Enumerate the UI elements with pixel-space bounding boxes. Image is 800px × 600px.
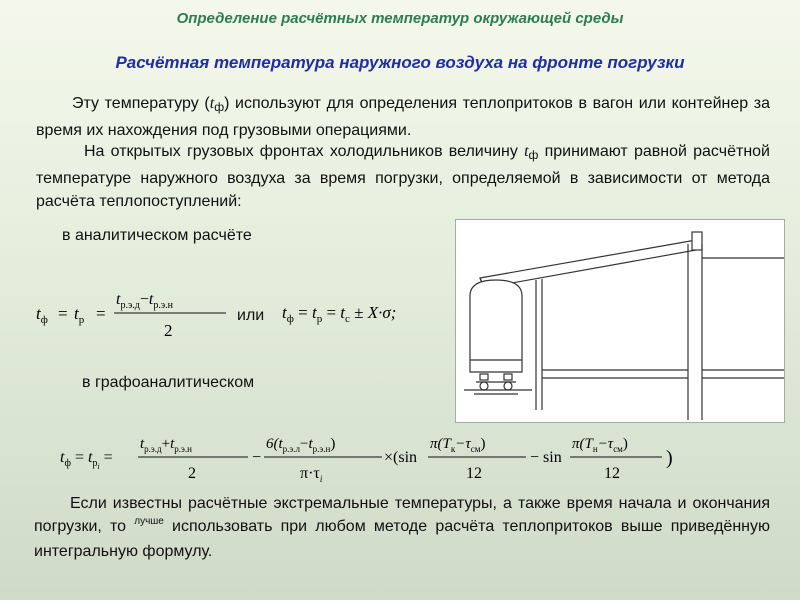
svg-text:2: 2 xyxy=(188,465,196,482)
or-label: или xyxy=(237,307,265,324)
svg-text:−: − xyxy=(252,449,262,466)
svg-text:π(Tн−τсм): $\pi(T_н-\tau_{см})$ xyxy=(572,436,628,454)
analytic-label: в аналитическом расчёте xyxy=(62,227,252,244)
svg-text:6(tр.э.л−tр.э.н): $6(t_{р.э.л}-t_{р.э.н})$ xyxy=(266,436,336,454)
svg-text:π(Tк−τсм): $\pi(T_к-\tau_{см})$ xyxy=(430,436,486,454)
svg-text:tр.э.д−tр.э.н: $t_{р.э.д}-t_{р.э.н}$ xyxy=(116,291,173,311)
paragraph-2: На открытых грузовых фронтах холодильников величину $t_ф$ принимают равной расчётной температуре наружного воздуха за время погрузки, определяемой в зависимости от метода расчёта теплопоступлений: xyxy=(36,143,770,210)
svg-text:π·τi: $\pi\cdot\tau_i$ xyxy=(300,465,323,484)
svg-text:×(sin: ×(sin xyxy=(384,449,418,466)
svg-text:=: = xyxy=(58,304,68,323)
svg-text:tф: $t_ф$ xyxy=(36,304,48,326)
svg-text:): ) xyxy=(666,447,673,469)
svg-text:=: = xyxy=(96,304,106,323)
graphoanalytic-label: в графоаналитическом xyxy=(82,374,255,391)
formula-analytic-alt xyxy=(280,296,460,330)
svg-text:2: 2 xyxy=(164,321,173,340)
section-subtitle: Расчётная температура наружного воздуха на фронте погрузки xyxy=(115,53,685,72)
paragraph-3: Если известны расчётные экстремальные температуры, а также время начала и окончания погрузки, то $^{лучше}$ использовать при любом методе расчёта теплопритоков выше приведённую интегральную формулу. xyxy=(34,495,770,560)
paragraph-1: Эту температуру $(t_ф)$ используют для определения теплопритоков в вагон или контейнер за время их нахождения под грузовыми операциями. xyxy=(36,95,771,139)
svg-text:12: 12 xyxy=(466,465,482,482)
loading-front-diagram xyxy=(455,219,785,423)
svg-text:tр: $t_р$ xyxy=(74,304,85,326)
formula-analytic xyxy=(34,284,234,344)
formula-graphoanalytic xyxy=(60,428,680,484)
svg-text:tф = tр = tс ± X·σ;: $t_ф = t_р = t_с \pm X\cdot\sigma$; xyxy=(282,303,397,325)
header-title: Определение расчётных температур окружающей среды xyxy=(176,10,624,27)
svg-text:tф = tрi =: $t_ф = t_рi$ = xyxy=(60,449,113,471)
svg-text:12: 12 xyxy=(604,465,620,482)
svg-text:− sin: − sin xyxy=(530,449,562,466)
svg-text:tр.э.д+tр.э.н: $t_{р.э.д}+t_{р.э.н}$ xyxy=(140,436,192,454)
